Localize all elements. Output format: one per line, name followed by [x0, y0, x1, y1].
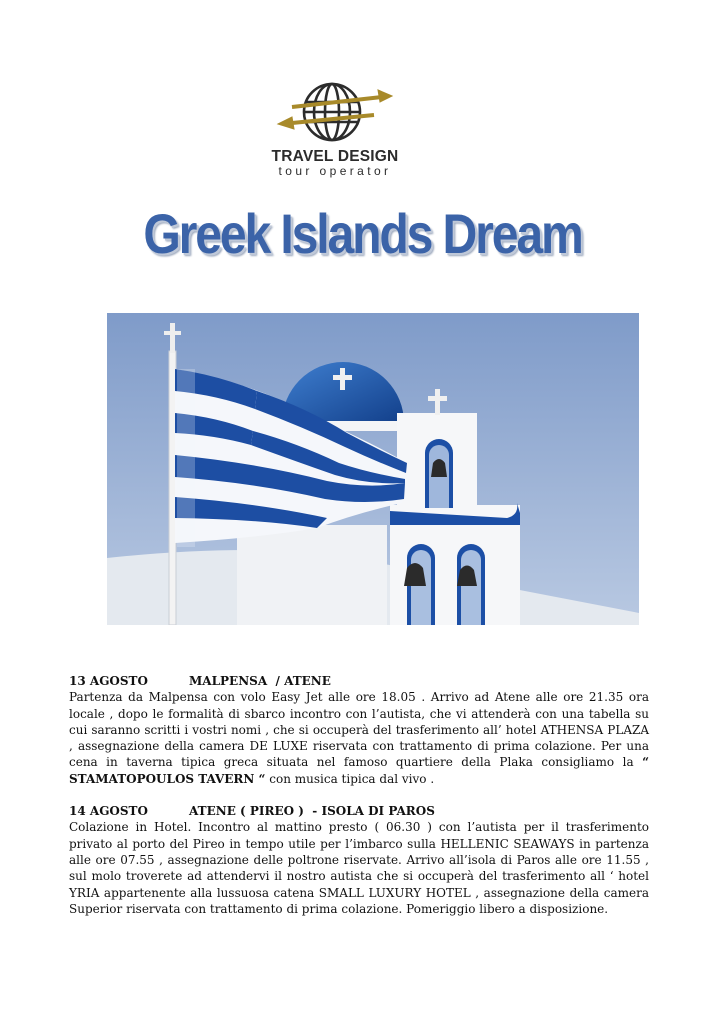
day-description [69, 689, 649, 787]
page-title: Greek Islands Dream [143, 202, 582, 265]
itinerary-day [69, 673, 649, 787]
day-heading [69, 673, 649, 689]
day-route: ATENE ( PIREO ) - ISOLA DI PAROS [189, 804, 435, 819]
tavern-name: “ STAMATOPOULOS TAVERN “ [69, 755, 649, 786]
travel-design-logo [270, 78, 400, 182]
logo-company-name: TRAVEL DESIGN [271, 148, 399, 165]
logo-tagline: tour operator [278, 164, 392, 178]
greek-flag-church-photo [107, 313, 639, 625]
day-heading [69, 803, 649, 819]
day-description: Colazione in Hotel. Incontro al mattino presto ( 06.30 ) con l’autista per il trasferimento privato al porto del Pireo in tempo utile per l’imbarco sulla HELLENIC SEAWAYS in partenza alle ore 07.55 , assegnazione delle poltrone riservate. Arrivo all’isola di Paros alle ore 11.55 , sul molo troverete ad attendervi il nostro autista che si occuperà del trasferimento all ‘ hotel YRIA appartenente alla lussuosa catena SMALL LUXURY HOTEL , assegnazione della camera Superior riservata con trattamento di prima colazione. Pomeriggio libero a disposizione. [69, 820, 649, 916]
day-text: Partenza da Malpensa con volo Easy Jet alle ore 18.05 . Arrivo ad Atene alle ore 21.35 ora locale , dopo le formalità di sbarco incontro con l’autista, che vi attenderà con una tabella su cui saranno scritti i vostri nomi , che si occuperà del trasferimento all’ hotel ATHENSA PLAZA , assegnazione della camera DE LUXE riservata con trattamento di prima colazione. Per una cena in taverna tipica greca situata nel famoso quartiere della Plaka consigliamo la [69, 690, 649, 770]
itinerary [69, 673, 649, 917]
itinerary-day [69, 803, 649, 917]
day-date: 14 AGOSTO [69, 804, 148, 819]
day-text-end: con musica tipica dal vivo . [265, 771, 435, 786]
day-route: MALPENSA / ATENE [189, 674, 331, 688]
globe-arrows-icon [270, 78, 400, 148]
day-date: 13 AGOSTO [69, 674, 148, 688]
